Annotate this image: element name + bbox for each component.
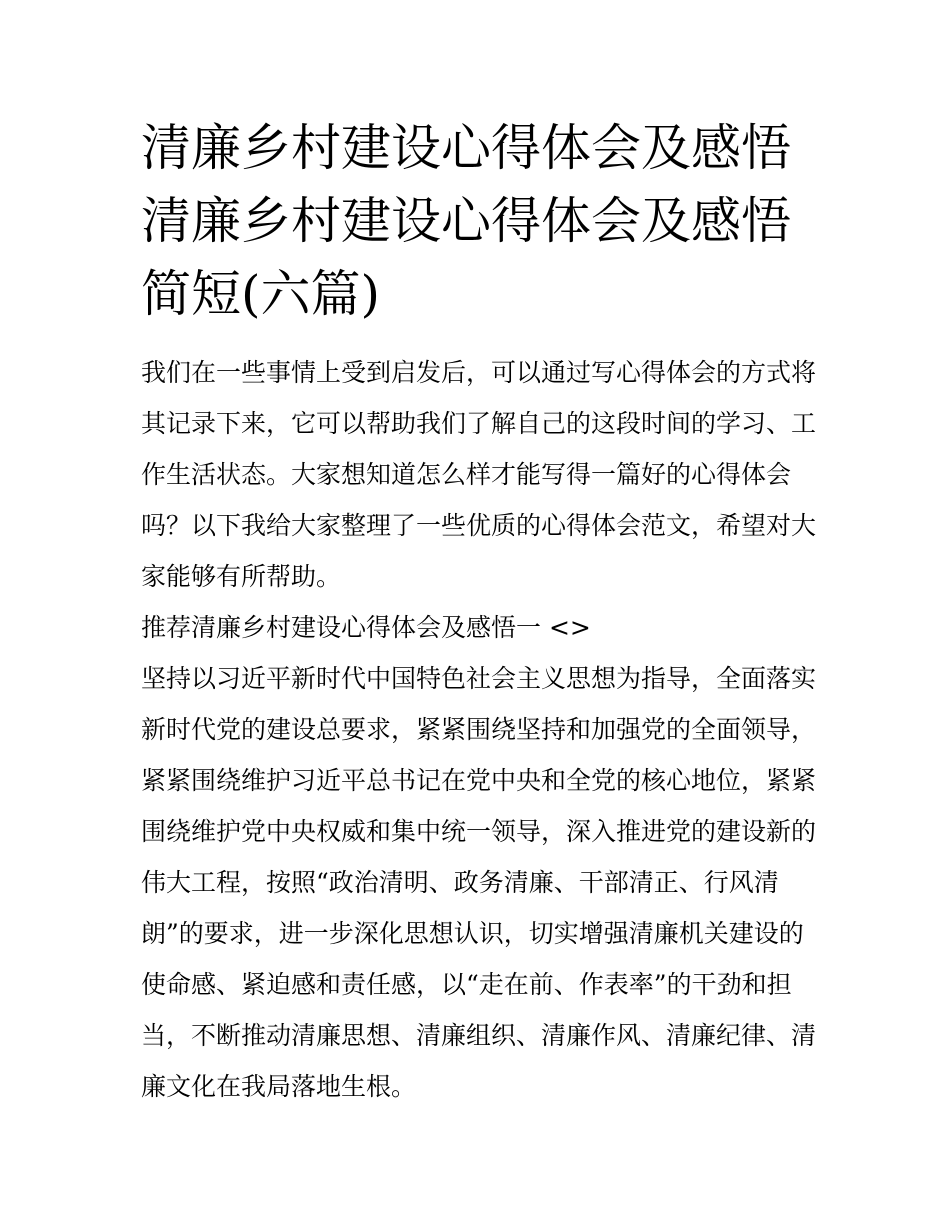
text-line: 当，不断推动清廉思想、清廉组织、清廉作风、清廉纪律、清 xyxy=(141,1021,817,1050)
text-line: 我们在一些事情上受到启发后，可以通过写心得体会的方式将 xyxy=(141,358,817,387)
text-line: 伟大工程，按照“政治清明、政务清廉、干部清正、行风清 xyxy=(141,868,779,897)
text-line: 新时代党的建设总要求，紧紧围绕坚持和加强党的全面领导， xyxy=(141,715,817,744)
text-line: 作生活状态。大家想知道怎么样才能写得一篇好的心得体会 xyxy=(141,460,792,489)
text-line: 紧紧围绕维护习近平总书记在党中央和全党的核心地位，紧紧 xyxy=(141,766,817,795)
text-line: 吗？以下我给大家整理了一些优质的心得体会范文，希望对大 xyxy=(141,511,817,540)
text-line: 坚持以习近平新时代中国特色社会主义思想为指导，全面落实 xyxy=(141,664,817,693)
document-title xyxy=(141,112,813,331)
body-paragraph xyxy=(141,653,817,1112)
text-line: 围绕维护党中央权威和集中统一领导，深入推进党的建设新的 xyxy=(141,817,817,846)
text-line: 家能够有所帮助。 xyxy=(141,562,342,591)
section-heading xyxy=(141,602,813,653)
intro-paragraph xyxy=(141,347,817,602)
text-line: 朗”的要求，进一步深化思想认识，切实增强清廉机关建设的 xyxy=(141,919,804,948)
title-line: 清廉乡村建设心得体会及感悟 xyxy=(141,192,791,250)
text-line: 使命感、紧迫感和责任感，以“走在前、作表率”的干劲和担 xyxy=(141,970,792,999)
text-line: 其记录下来，它可以帮助我们了解自己的这段时间的学习、工 xyxy=(141,409,817,438)
text-line: 廉文化在我局落地生根。 xyxy=(141,1072,417,1101)
text-line: 推荐清廉乡村建设心得体会及感悟一 <> xyxy=(141,613,591,642)
title-line: 简短(六篇) xyxy=(141,265,381,323)
document-page xyxy=(141,112,817,1112)
title-line: 清廉乡村建设心得体会及感悟 xyxy=(141,119,791,177)
